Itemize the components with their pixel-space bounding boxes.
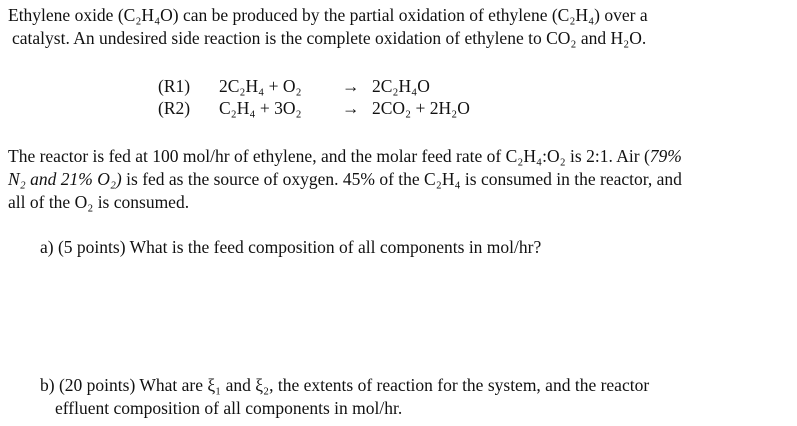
conditions-text: The reactor is fed at 100 mol/hr of ethylene, and the molar feed rate of C₂H₄:O₂ is 2:1. Air ( bbox=[8, 146, 650, 166]
intro-paragraph bbox=[8, 4, 791, 50]
arrow-icon: → bbox=[342, 98, 360, 118]
reaction-reactants: C₂H₄ + 3O₂ bbox=[219, 98, 302, 118]
conditions-text: is fed as the source of oxygen. 45% of the C₂H₄ is consumed in the reactor, and bbox=[121, 169, 682, 189]
question-b bbox=[40, 374, 649, 420]
reactor-conditions-paragraph bbox=[8, 145, 791, 214]
air-composition-text: 79% bbox=[649, 146, 682, 166]
intro-line-1: Ethylene oxide (C₂H₄O) can be produced by the partial oxidation of ethylene (C₂H₄) over a bbox=[8, 5, 648, 25]
reaction-r2 bbox=[158, 97, 470, 119]
reaction-label: (R1) bbox=[158, 76, 191, 96]
arrow-icon: → bbox=[342, 76, 360, 96]
question-b-line-2: effluent composition of all components in mol/hr. bbox=[55, 398, 403, 418]
conditions-line-3: all of the O₂ is consumed. bbox=[8, 192, 190, 212]
reaction-reactants: 2C₂H₄ + O₂ bbox=[219, 76, 302, 96]
air-composition-text: N₂ and 21% O₂) bbox=[8, 169, 122, 189]
intro-line-2: catalyst. An undesired side reaction is the complete oxidation of ethylene to CO₂ and H₂O. bbox=[12, 28, 647, 48]
reaction-products: 2C₂H₄O bbox=[372, 76, 430, 96]
question-a: a) (5 points) What is the feed composition of all components in mol/hr? bbox=[40, 237, 542, 257]
conditions-line-2 bbox=[8, 168, 791, 191]
reaction-equations bbox=[158, 75, 470, 119]
reaction-r1 bbox=[158, 75, 470, 97]
conditions-line-1 bbox=[8, 145, 791, 168]
reaction-products: 2CO₂ + 2H₂O bbox=[372, 98, 470, 118]
question-b-line-1: b) (20 points) What are ξ₁ and ξ₂, the extents of reaction for the system, and the reactor bbox=[40, 375, 650, 395]
reaction-label: (R2) bbox=[158, 98, 191, 118]
